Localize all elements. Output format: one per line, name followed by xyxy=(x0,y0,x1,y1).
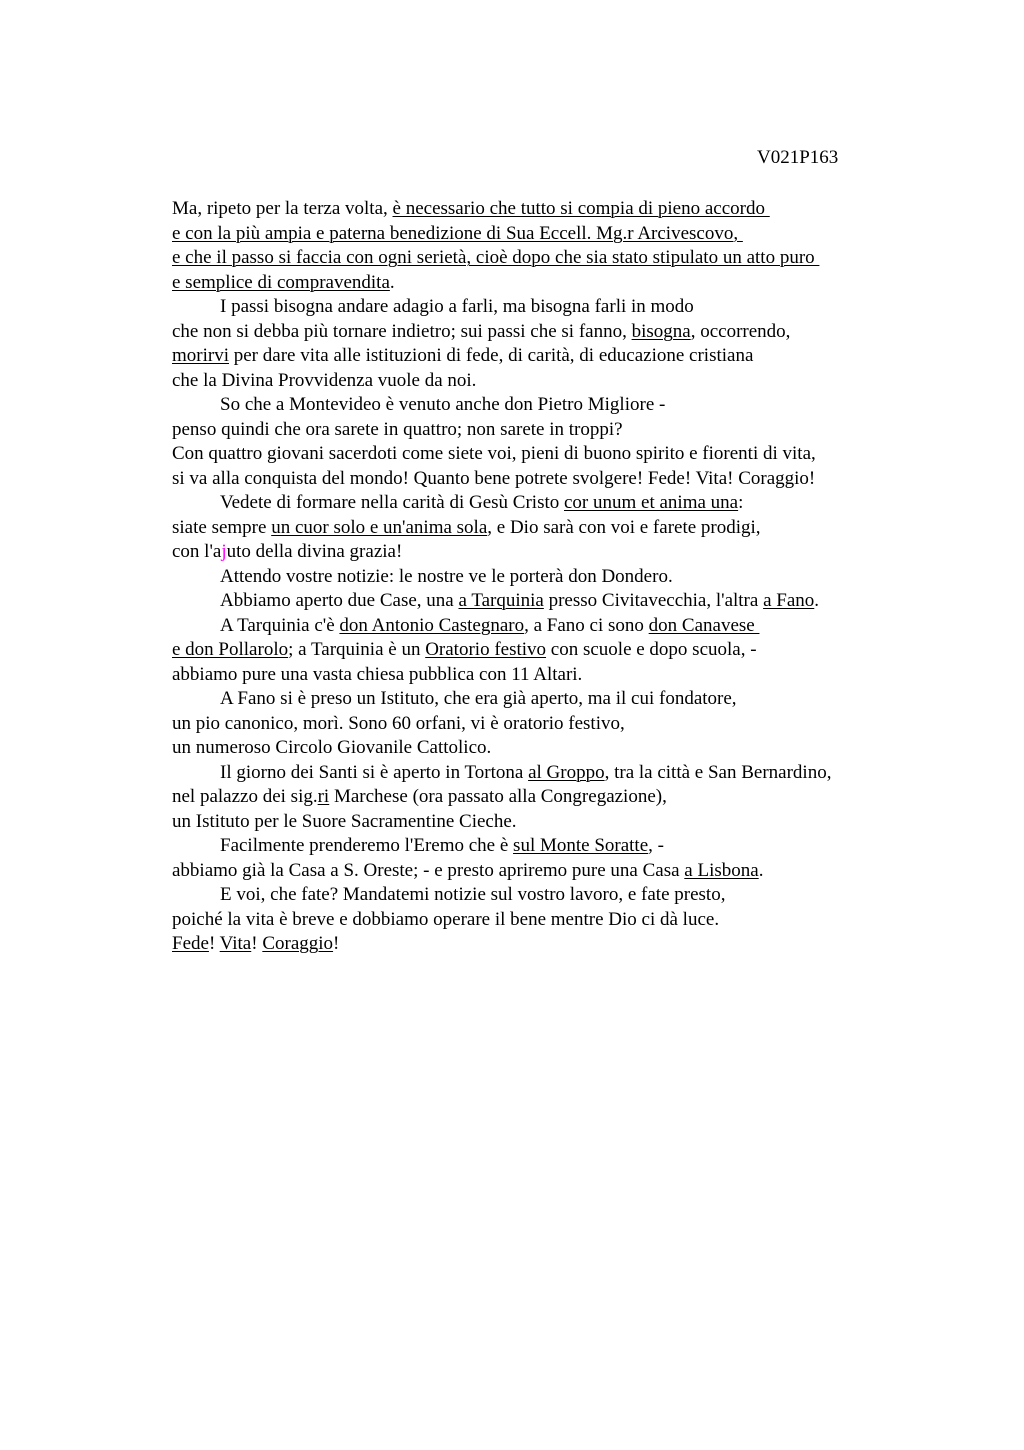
text-line xyxy=(172,638,831,663)
text-segment: presso Civitavecchia, l'altra xyxy=(543,590,764,611)
text-segment: Marchese (ora passato alla Congregazione), xyxy=(329,786,667,807)
text-line xyxy=(172,540,831,565)
text-segment: , e Dio sarà con voi e farete prodigi, xyxy=(487,516,761,538)
text-segment: ! xyxy=(333,933,340,954)
text-segment: poiché la vita è breve e dobbiamo operare il bene mentre Dio ci dà luce. xyxy=(172,908,720,930)
text-line xyxy=(172,663,831,688)
text-line xyxy=(172,810,831,835)
text-segment: A Tarquinia c'è xyxy=(220,614,340,636)
text-line xyxy=(172,344,831,369)
text-line xyxy=(172,834,831,859)
text-segment: I passi bisogna andare adagio a farli, ma bisogna farli in modo xyxy=(220,296,694,317)
text-line xyxy=(172,614,831,639)
text-line xyxy=(172,712,831,737)
text-line xyxy=(172,589,831,614)
text-segment: ! xyxy=(251,933,263,954)
underlined-text: sul Monte Soratte xyxy=(513,835,649,856)
text-segment: nel palazzo dei sig. xyxy=(172,786,318,807)
text-segment: un Istituto per le Suore Sacramentine Cieche. xyxy=(172,810,517,832)
text-line xyxy=(172,418,831,443)
text-segment: che non si debba più tornare indietro; sui passi che si fanno, xyxy=(172,320,632,342)
text-segment: . xyxy=(758,859,764,881)
underlined-text: e con la più ampia e paterna benedizione di Sua Eccell. Mg.r Arcivescovo, xyxy=(172,222,743,244)
text-segment: Facilmente prenderemo l'Eremo che è xyxy=(220,835,514,856)
text-segment: . xyxy=(814,590,820,611)
underlined-text: e che il passo si faccia con ogni serietà, cioè dopo che sia stato stipulato un atto puro xyxy=(172,247,820,268)
text-line xyxy=(172,320,831,345)
underlined-text: don Canavese xyxy=(648,614,760,636)
text-line xyxy=(172,369,831,394)
text-segment: , tra la città e San Bernardino, xyxy=(604,761,832,783)
underlined-text: ri xyxy=(317,786,330,807)
text-line xyxy=(172,785,831,810)
text-segment: con l'a xyxy=(172,541,222,562)
text-segment: : xyxy=(738,492,744,513)
text-segment: Il giorno dei Santi si è aperto in Tortona xyxy=(220,761,529,783)
text-line xyxy=(172,246,831,271)
underlined-text: Fede xyxy=(172,933,209,954)
text-segment: uto della divina grazia! xyxy=(226,541,403,562)
text-line xyxy=(172,393,831,418)
text-line xyxy=(172,859,831,884)
underlined-text: Oratorio festivo xyxy=(425,639,547,660)
underlined-text: al Groppo xyxy=(528,761,605,783)
text-segment: un numeroso Circolo Giovanile Cattolico. xyxy=(172,737,492,758)
text-line xyxy=(172,761,831,786)
text-segment: con scuole e dopo scuola, - xyxy=(546,639,757,660)
text-line xyxy=(172,736,831,761)
text-segment: E voi, che fate? Mandatemi notizie sul vostro lavoro, e fate presto, xyxy=(220,884,726,905)
letter-body xyxy=(172,197,831,957)
text-line xyxy=(172,295,831,320)
underlined-text: a Lisbona xyxy=(684,859,759,881)
underlined-text: bisogna xyxy=(631,320,691,342)
text-segment: penso quindi che ora sarete in quattro; non sarete in troppi? xyxy=(172,418,623,440)
text-segment: Attendo vostre notizie: le nostre ve le porterà don Dondero. xyxy=(220,565,673,587)
text-segment: ; a Tarquinia è un xyxy=(288,639,426,660)
underlined-text: morirvi xyxy=(172,345,229,366)
text-segment: che la Divina Provvidenza vuole da noi. xyxy=(172,369,477,391)
text-segment: j xyxy=(221,541,227,562)
text-line xyxy=(172,222,831,247)
text-line xyxy=(172,932,831,957)
text-segment: siate sempre xyxy=(172,516,272,538)
text-segment: un pio canonico, morì. Sono 60 orfani, vi è oratorio festivo, xyxy=(172,712,625,734)
text-line xyxy=(172,565,831,590)
underlined-text: a Fano xyxy=(763,590,815,611)
text-line xyxy=(172,271,831,296)
text-segment: . xyxy=(389,271,395,293)
underlined-text: è necessario che tutto si compia di pieno accordo xyxy=(392,198,770,219)
underlined-text: e don Pollarolo xyxy=(172,639,289,660)
text-line xyxy=(172,491,831,516)
text-segment: , a Fano ci sono xyxy=(524,614,649,636)
text-segment: Vedete di formare nella carità di Gesù Cristo xyxy=(220,492,564,513)
underlined-text: un cuor solo e un'anima sola xyxy=(271,516,488,538)
text-segment: Abbiamo aperto due Case, una xyxy=(220,590,459,611)
page-identifier: V021P163 xyxy=(757,147,839,168)
text-segment: So che a Montevideo è venuto anche don Pietro Migliore - xyxy=(220,394,666,415)
text-segment: Ma, ripeto per la terza volta, xyxy=(172,198,393,219)
text-line xyxy=(172,467,831,492)
text-line xyxy=(172,883,831,908)
text-line xyxy=(172,516,831,541)
text-line xyxy=(172,687,831,712)
text-segment: abbiamo pure una vasta chiesa pubblica con 11 Altari. xyxy=(172,663,583,685)
underlined-text: don Antonio Castegnaro xyxy=(339,614,525,636)
text-segment: abbiamo già la Casa a S. Oreste; - e presto apriremo pure una Casa xyxy=(172,859,685,881)
underlined-text: Coraggio xyxy=(262,933,334,954)
text-line xyxy=(172,442,831,467)
text-line xyxy=(172,197,831,222)
text-segment: , - xyxy=(648,835,664,856)
underlined-text: Vita xyxy=(219,933,252,954)
text-line xyxy=(172,908,831,933)
text-segment: per dare vita alle istituzioni di fede, di carità, di educazione cristiana xyxy=(229,345,754,366)
underlined-text: a Tarquinia xyxy=(458,590,544,611)
text-segment: Con quattro giovani sacerdoti come siete voi, pieni di buono spirito e fiorenti di vita, xyxy=(172,443,816,464)
text-segment: A Fano si è preso un Istituto, che era già aperto, ma il cui fondatore, xyxy=(220,688,737,709)
underlined-text: cor unum et anima una xyxy=(564,492,739,513)
text-segment: ! xyxy=(208,933,220,954)
text-segment: si va alla conquista del mondo! Quanto bene potrete svolgere! Fede! Vita! Coraggio! xyxy=(172,467,816,489)
underlined-text: e semplice di compravendita xyxy=(172,271,390,293)
text-segment: , occorrendo, xyxy=(690,320,791,342)
